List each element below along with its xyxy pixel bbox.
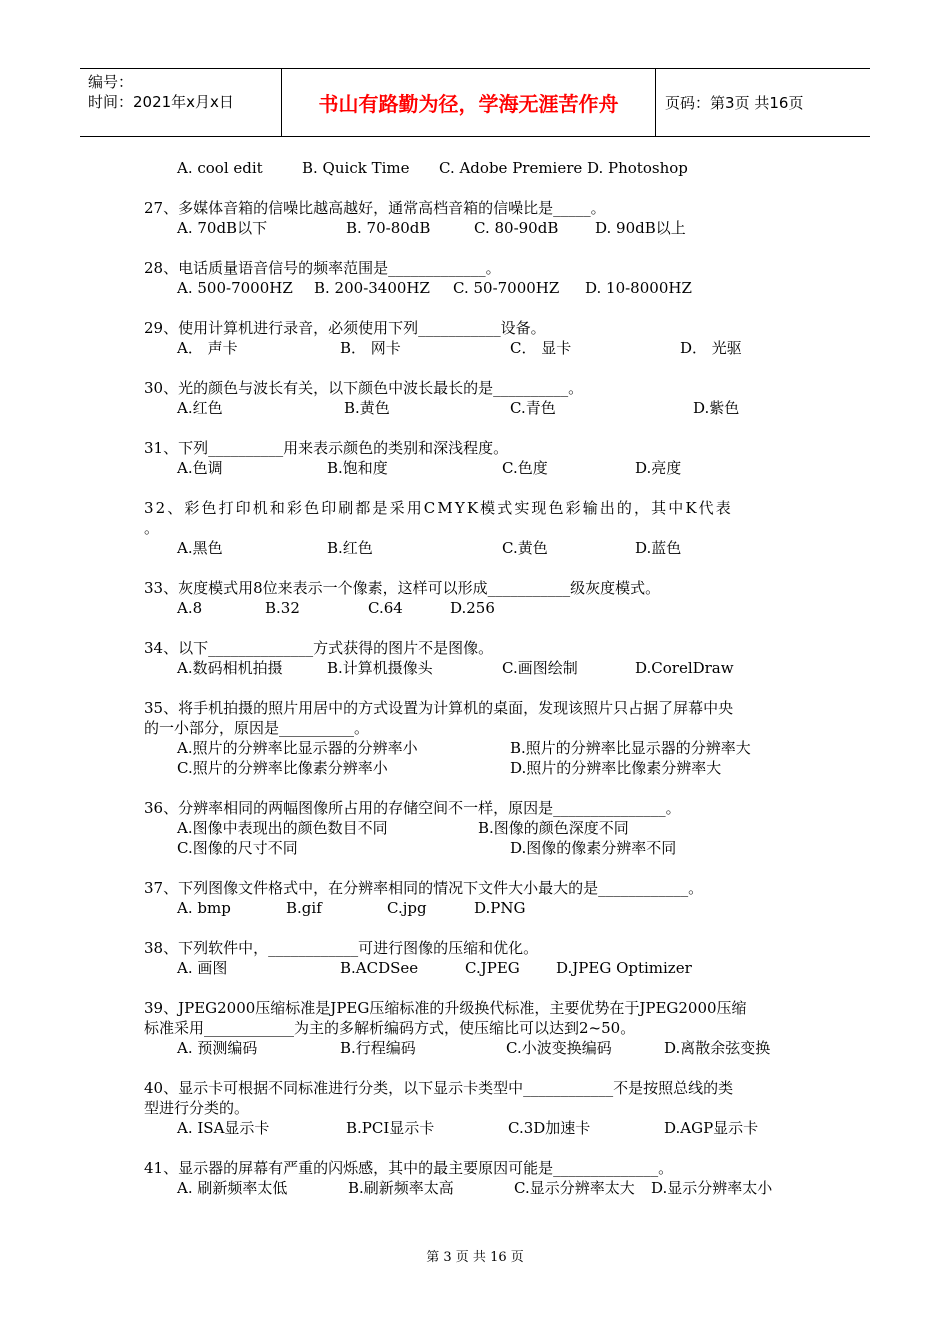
question-option: A.图像中表现出的颜色数目不同 [177,819,388,837]
question-option: D.CorelDraw [635,659,734,677]
question-option: A. 预测编码 [177,1039,258,1057]
question-text: 38、下列软件中，____________可进行图像的压缩和优化。 [144,939,539,957]
question-option: D.蓝色 [635,539,682,557]
question-option: C.显示分辨率太大 [514,1179,635,1197]
header-top-rule [80,68,870,69]
question-option: C.小波变换编码 [506,1039,612,1057]
question-option: B. 200-3400HZ [314,279,430,297]
question-option: C.jpg [387,899,427,917]
question-text: 30、光的颜色与波长有关，以下颜色中波长最长的是__________。 [144,379,584,397]
question-option: A.色调 [177,459,223,477]
question-option: A.数码相机拍摄 [177,659,283,677]
question-options: A. cool edit [177,159,263,177]
question-text: 35、将手机拍摄的照片用居中的方式设置为计算机的桌面，发现该照片只占据了屏幕中央 [144,699,734,717]
question-option: D.亮度 [635,459,682,477]
question-option: B.图像的颜色深度不同 [478,819,629,837]
question-option: D. 90dB以上 [595,219,686,237]
question-option: B.计算机摄像头 [327,659,433,677]
question-option: C. 50-7000HZ [453,279,560,297]
question-option: A． 声卡 [177,339,238,357]
header-info [88,72,234,112]
question-text: 37、下列图像文件格式中，在分辨率相同的情况下文件大小最大的是____________。 [144,879,704,897]
question-text: 36、分辨率相同的两幅图像所占用的存储空间不一样，原因是_______________。 [144,799,681,817]
question-option: B.32 [265,599,300,617]
question-option: B.照片的分辨率比显示器的分辨率大 [510,739,751,757]
question-option: D． 光驱 [680,339,742,357]
question-option: C.黄色 [502,539,548,557]
question-text: 29、使用计算机进行录音，必须使用下列___________设备。 [144,319,546,337]
header-page-indicator [665,92,803,113]
question-option: B. 70-80dB [346,219,431,237]
page-total: 16 [769,94,789,112]
question-option: A.照片的分辨率比显示器的分辨率小 [177,739,418,757]
question-option: D.紫色 [693,399,740,417]
question-text: 39、JPEG2000压缩标准是JPEG压缩标准的升级换代标准，主要优势在于JPEG2000压缩 [144,999,747,1017]
question-option: A. 画图 [177,959,228,977]
question-option: C. 80-90dB [474,219,559,237]
question-option: C． 显卡 [510,339,572,357]
question-text: 32、彩色打印机和彩色印刷都是采用CMYK模式实现色彩输出的，其中K代表 [144,499,733,517]
question-option: D.AGP显示卡 [664,1119,759,1137]
question-option: A. bmp [177,899,231,917]
question-option: C.JPEG [465,959,520,977]
question-text: 33、灰度模式用8位来表示一个像素，这样可以形成___________级灰度模式。 [144,579,661,597]
question-text: 34、以下______________方式获得的图片不是图像。 [144,639,494,657]
doc-time-label: 时间：2021年x月x日 [88,93,234,111]
question-text-cont: 的一小部分，原因是__________。 [144,719,370,737]
question-option: C.照片的分辨率比像素分辨率小 [177,759,388,777]
question-option: B.gif [286,899,322,917]
footer-page: 3 [443,1250,452,1265]
question-option: A.8 [177,599,203,617]
footer-mid: 页 共 [455,1250,486,1265]
question-text: 31、下列__________用来表示颜色的类别和深浅程度。 [144,439,509,457]
header-divider-right [655,68,656,136]
page-number: 3 [725,94,735,112]
question-option: A. ISA显示卡 [177,1119,270,1137]
page-suffix: 页 [788,94,804,112]
question-option: D.图像的像素分辨率不同 [510,839,677,857]
question-option: B.行程编码 [340,1039,416,1057]
question-option: A.红色 [177,399,223,417]
header-motto: 书山有路勤为径，学海无涯苦作舟 [318,92,619,116]
footer-prefix: 第 [426,1250,440,1265]
question-option: D. Photoshop [587,159,688,177]
question-option: A. 刷新频率太低 [177,1179,288,1197]
question-option: C.青色 [510,399,556,417]
question-option: A.黑色 [177,539,223,557]
question-option: D.JPEG Optimizer [556,959,692,977]
question-option: B.饱和度 [327,459,388,477]
question-option: B． 网卡 [340,339,401,357]
question-option: D.照片的分辨率比像素分辨率大 [510,759,722,777]
question-option: D.离散余弦变换 [664,1039,771,1057]
question-text: 28、电话质量语音信号的频率范围是_____________。 [144,259,501,277]
question-option: A. 500-7000HZ [177,279,293,297]
question-option: D. 10-8000HZ [585,279,692,297]
question-option: D.显示分辨率太小 [651,1179,773,1197]
question-text: 27、多媒体音箱的信噪比越高越好，通常高档音箱的信噪比是_____。 [144,199,606,217]
header-bottom-rule [80,136,870,137]
question-option: A. 70dB以下 [177,219,268,237]
question-text-cont: 标准采用____________为主的多解析编码方式，使压缩比可以达到2~50。 [144,1019,636,1037]
question-option: C. Adobe Premiere [439,159,583,177]
question-text: 40、显示卡可根据不同标准进行分类，以下显示卡类型中____________不是按照总线的类 [144,1079,734,1097]
question-text-cont: 。 [144,519,160,537]
question-option: C.3D加速卡 [508,1119,591,1137]
question-text: 41、显示器的屏幕有严重的闪烁感，其中的最主要原因可能是______________。 [144,1159,674,1177]
question-option: C.图像的尺寸不同 [177,839,298,857]
question-option: B.ACDSee [340,959,419,977]
question-option: C.色度 [502,459,548,477]
question-option: B.红色 [327,539,373,557]
page-mid: 页 共 [734,94,770,112]
page-prefix: 页码：第 [665,94,726,112]
footer-total: 16 [490,1250,507,1265]
question-option: B.黄色 [344,399,390,417]
footer-suffix: 页 [510,1250,524,1265]
question-option: D.PNG [474,899,526,917]
question-option: B. Quick Time [302,159,410,177]
question-text-cont: 型进行分类的。 [144,1099,250,1117]
question-option: D.256 [450,599,495,617]
doc-number-label: 编号： [88,73,134,91]
question-option: B.刷新频率太高 [348,1179,454,1197]
question-option: C.画图绘制 [502,659,578,677]
question-option: B.PCI显示卡 [346,1119,435,1137]
question-option: C.64 [368,599,403,617]
page-footer [0,1246,950,1265]
